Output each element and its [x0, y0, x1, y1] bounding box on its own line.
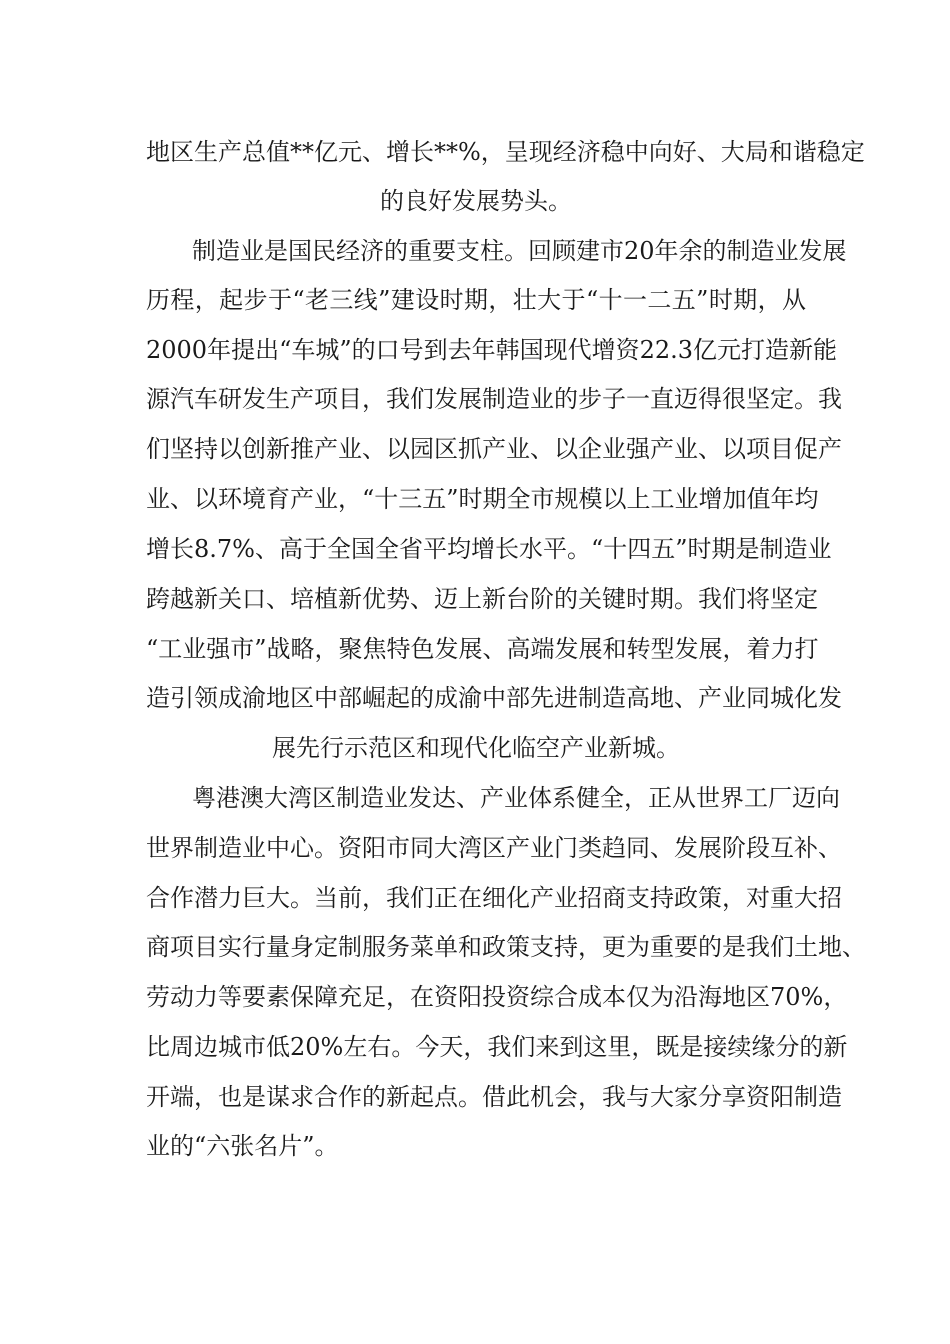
text-line: 展先行示范区和现代化临空产业新城。 — [272, 734, 680, 762]
text-line: 制造业是国民经济的重要支柱。回顾建市20年余的制造业发展 — [192, 237, 847, 265]
text-line: 增长8.7%、高于全国全省平均增长水平。“十四五”时期是制造业 — [146, 535, 832, 563]
text-line: 业的“六张名片”。 — [146, 1132, 339, 1160]
text-line: 商项目实行量身定制服务菜单和政策支持，更为重要的是我们土地、 — [146, 933, 866, 961]
text-line: 地区生产总值**亿元、增长**%，呈现经济稳中向好、大局和谐稳定 — [146, 138, 865, 166]
text-line: 2000年提出“车城”的口号到去年韩国现代增资22.3亿元打造新能 — [146, 336, 838, 364]
text-line: 合作潜力巨大。当前，我们正在细化产业招商支持政策，对重大招 — [146, 884, 842, 912]
text-line: 业、以环境育产业，“十三五”时期全市规模以上工业增加值年均 — [146, 485, 819, 513]
text-line: 跨越新关口、培植新优势、迈上新台阶的关键时期。我们将坚定 — [146, 585, 818, 613]
text-line: 粤港澳大湾区制造业发达、产业体系健全，正从世界工厂迈向 — [192, 784, 840, 812]
text-line: 历程，起步于“老三线”建设时期，壮大于“十一二五”时期，从 — [146, 286, 806, 314]
text-line: “工业强市”战略，聚焦特色发展、高端发展和转型发展，着力打 — [146, 635, 819, 663]
text-line: 劳动力等要素保障充足，在资阳投资综合成本仅为沿海地区70%， — [146, 983, 848, 1011]
text-line: 造引领成渝地区中部崛起的成渝中部先进制造高地、产业同城化发 — [146, 684, 842, 712]
text-line: 比周边城市低20%左右。今天，我们来到这里，既是接续缘分的新 — [146, 1033, 848, 1061]
text-line: 开端，也是谋求合作的新起点。借此机会，我与大家分享资阳制造 — [146, 1083, 842, 1111]
text-line: 的良好发展势头。 — [380, 187, 572, 215]
text-line: 世界制造业中心。资阳市同大湾区产业门类趋同、发展阶段互补、 — [146, 834, 842, 862]
text-line: 源汽车研发生产项目，我们发展制造业的步子一直迈得很坚定。我 — [146, 385, 842, 413]
text-line: 们坚持以创新推产业、以园区抓产业、以企业强产业、以项目促产 — [146, 435, 842, 463]
